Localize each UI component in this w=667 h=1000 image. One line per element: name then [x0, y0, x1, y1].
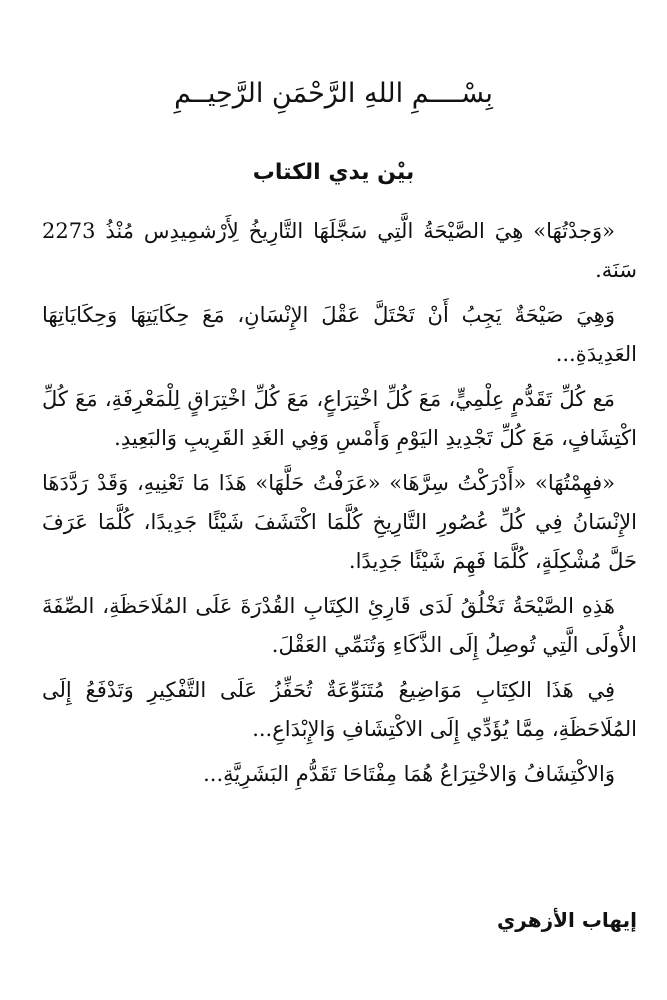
paragraph: وَالاكْتِشَافُ وَالاخْتِرَاعُ هُمَا مِفْتَاحَا تَقَدُّمِ البَشَرِيَّةِ...: [203, 762, 615, 786]
paragraph: «وَجدْتُهَا» هِيَ الصَّيْحَةُ الَّتِي سَجَّلَهَا التَّارِيخُ لِأَرْشمِيدِس مُنْذُ 2273 سَنَة.: [42, 219, 637, 282]
paragraph: مَع كُلِّ تَقَدُّمٍ عِلْمِيٍّ، مَعَ كُلِّ اخْتِرَاعٍ، مَعَ كُلِّ اخْتِرَاقٍ لِلْمَعْرِفَةِ، مَعَ كُلِّ اكْتِشَافٍ، مَعَ كُلِّ تَجْدِيدِ اليَوْمِ وَأَمْسِ وَفِي الغَدِ القَرِيبِ وَالبَعِيدِ.: [42, 387, 637, 450]
basmala-heading: بِسْــــمِ اللهِ الرَّحْمَنِ الرَّحِيــمِ: [174, 78, 493, 109]
paragraph: هَذِهِ الصَّيْحَةُ تَخْلُقُ لَدَى قَارِئِ الكِتَابِ القُدْرَةَ عَلَى المُلَاحَظَةِ، الصِّفَةَ الأُولَى الَّتِي تُوصِلُ إِلَى الذَّكَاءِ وَتُنَمِّي العَقْلَ.: [42, 594, 637, 657]
paragraph: فِي هَذَا الكِتَابِ مَوَاضِيعُ مُتَنَوِّعَةٌ تُحَفِّزُ عَلَى التَّفْكِيرِ وَتَدْفَعُ إِلَى المُلَاحَظَةِ، مِمَّا يُؤَدِّي إِلَى الاكْتِشَافِ وَالإِبْدَاعِ...: [42, 678, 637, 741]
paragraph: «فهِمْتُهَا» «أَدْرَكْتُ سِرَّهَا» «عَرَفْتُ حَلَّهَا» هَذَا مَا تَعْنِيهِ، وَقَدْ رَدَّدَهَا الإِنْسَانُ فِي كُلِّ عُصُورِ التَّارِيخِ كُلَّمَا اكْتَشَفَ شَيْئًا جَدِيدًا، كُلَّمَا عَرَفَ حَلَّ مُشْكِلَةٍ، كُلَّمَا فَهِمَ شَيْئًا جَدِيدًا.: [42, 471, 637, 573]
author-name: إيهاب الأزهري: [496, 908, 637, 932]
body-text: [42, 212, 637, 800]
page-title: بيْن يدي الكتاب: [252, 160, 415, 185]
paragraph: وَهِيَ صَيْحَةٌ يَجِبُ أَنْ تَحْتَلَّ عَقْلَ الإِنْسَانِ، مَعَ حِكَايَتِهَا وَحِكَايَاتِهَا العَدِيدَةِ...: [42, 303, 637, 366]
